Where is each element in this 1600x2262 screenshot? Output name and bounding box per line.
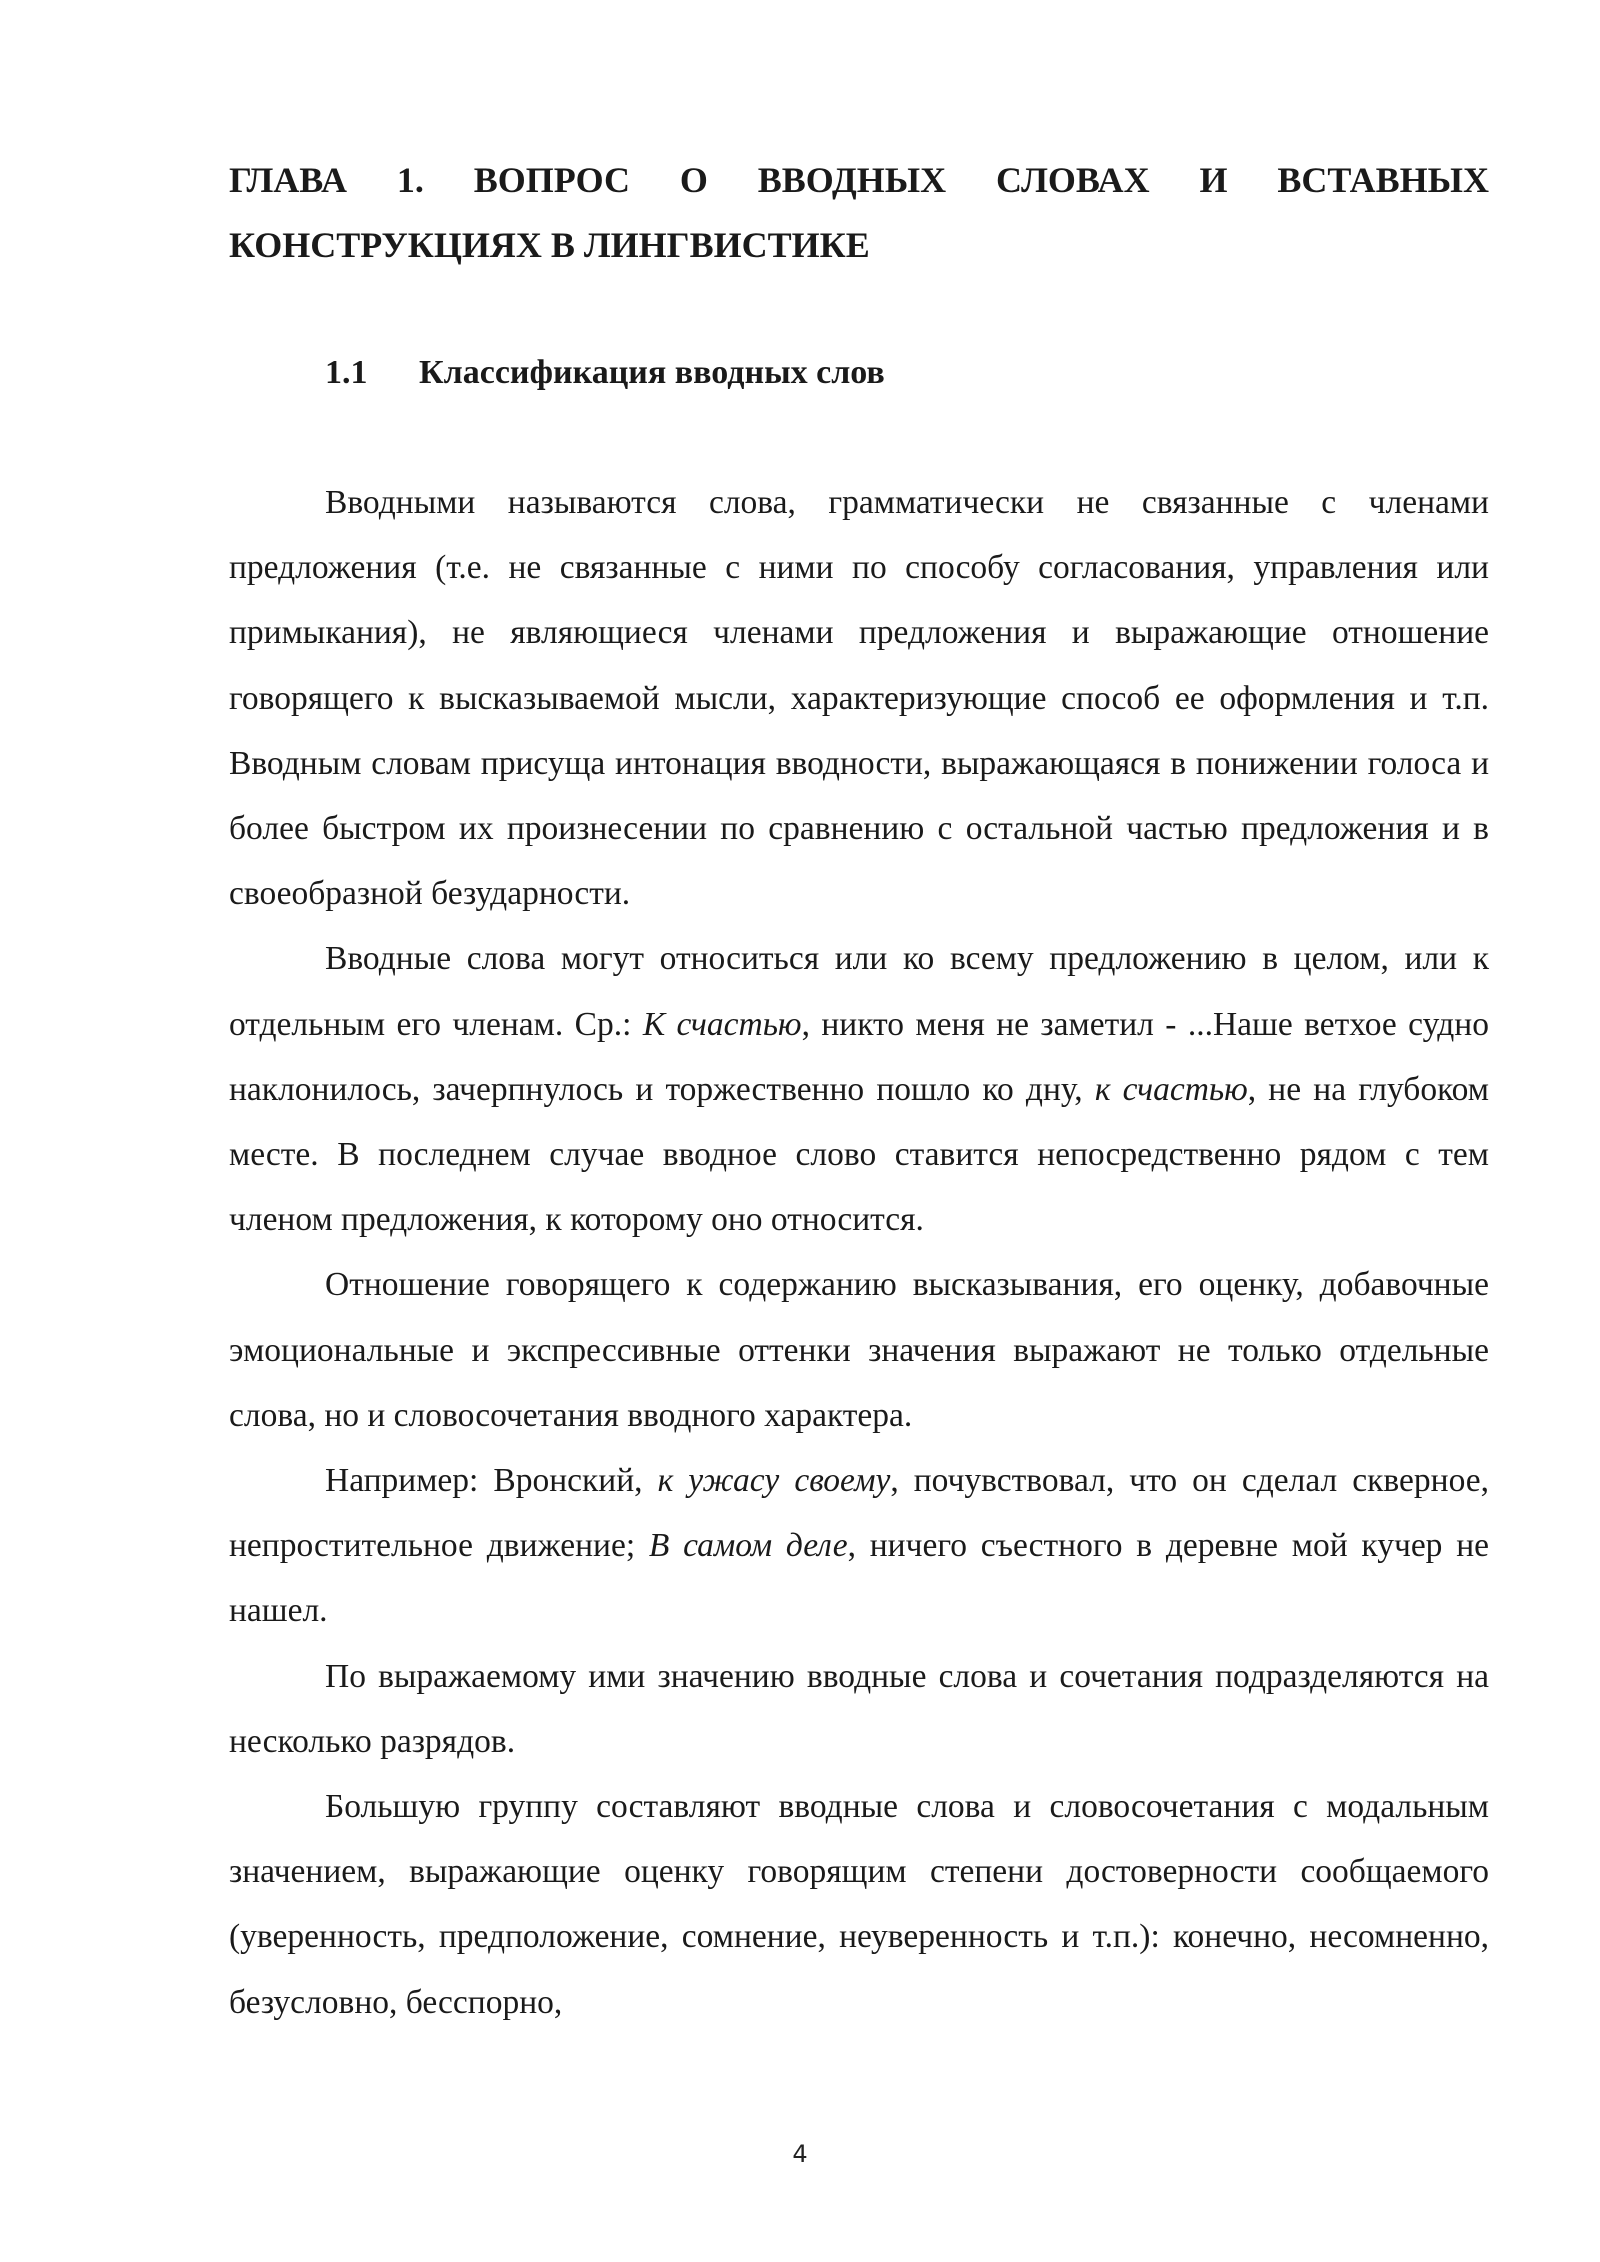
paragraph bbox=[229, 926, 1489, 1252]
paragraph bbox=[229, 1644, 1489, 1774]
paragraph-text: Вводные слова могут относиться или ко всему предложению в целом, или к отдельным его членам. Ср.: bbox=[229, 940, 1489, 1043]
paragraph-text: , никто меня не заметил - ...Наше ветхое судно наклонилось, зачерпнулось и торжественно пошло ко дну, bbox=[229, 1005, 1489, 1108]
document-page bbox=[229, 0, 1489, 2262]
paragraph-text: Вводными называются слова, грамматически не связанные с членами предложения (т.е. не связанные с ними по способу согласования, управления или примыкания), не являющиеся членами предложения и выражающие отношение говорящего к высказываемой мысли, характеризующие способ ее оформления и т.п. Вводным словам присуща интонация вводности, выражающаяся в понижении голоса и более быстром их произнесении по сравнению с остальной частью предложения и в своеобразной безударности. bbox=[229, 484, 1489, 913]
italic-example-text: В самом деле bbox=[648, 1527, 848, 1565]
italic-example-text: к счастью bbox=[1094, 1070, 1248, 1108]
paragraph bbox=[229, 470, 1489, 926]
paragraph bbox=[229, 1252, 1489, 1448]
italic-example-text: к ужасу своему bbox=[657, 1462, 891, 1500]
paragraph-text: , ничего съестного в деревне мой кучер не нашел. bbox=[229, 1527, 1490, 1630]
section-number: 1.1 bbox=[325, 354, 368, 391]
chapter-title: ГЛАВА 1. ВОПРОС О ВВОДНЫХ СЛОВАХ И ВСТАВНЫХ КОНСТРУКЦИЯХ В ЛИНГВИСТИКЕ bbox=[229, 160, 1489, 265]
body-text bbox=[229, 470, 1489, 2035]
paragraph-text: По выражаемому ими значению вводные слова и сочетания подразделяются на несколько разрядов. bbox=[229, 1657, 1489, 1760]
paragraph bbox=[229, 1448, 1489, 1644]
section-heading bbox=[325, 340, 885, 405]
paragraph-text: Например: Вронский, bbox=[325, 1462, 658, 1500]
page-number: 4 bbox=[792, 2140, 808, 2168]
paragraph-text: Большую группу составляют вводные слова и словосочетания с модальным значением, выражающие оценку говорящим степени достоверности сообщаемого (уверенность, предположение, сомнение, неуверенность и т.п.): конечно, несомненно, безусловно, бесспорно, bbox=[229, 1788, 1489, 2021]
paragraph-text: , не на глубоком месте. В последнем случае вводное слово ставится непосредственно рядом с тем членом предложения, к которому оно относится. bbox=[229, 1070, 1489, 1239]
paragraph-text: Отношение говорящего к содержанию высказывания, его оценку, добавочные эмоциональные и экспрессивные оттенки значения выражают не только отдельные слова, но и словосочетания вводного характера. bbox=[229, 1266, 1489, 1434]
italic-example-text: К счастью bbox=[642, 1005, 802, 1043]
paragraph bbox=[229, 1774, 1489, 2035]
section-title: Классификация вводных слов bbox=[419, 354, 885, 391]
paragraph-text: , почувствовал, что он сделал скверное, непростительное движение; bbox=[229, 1462, 1489, 1565]
